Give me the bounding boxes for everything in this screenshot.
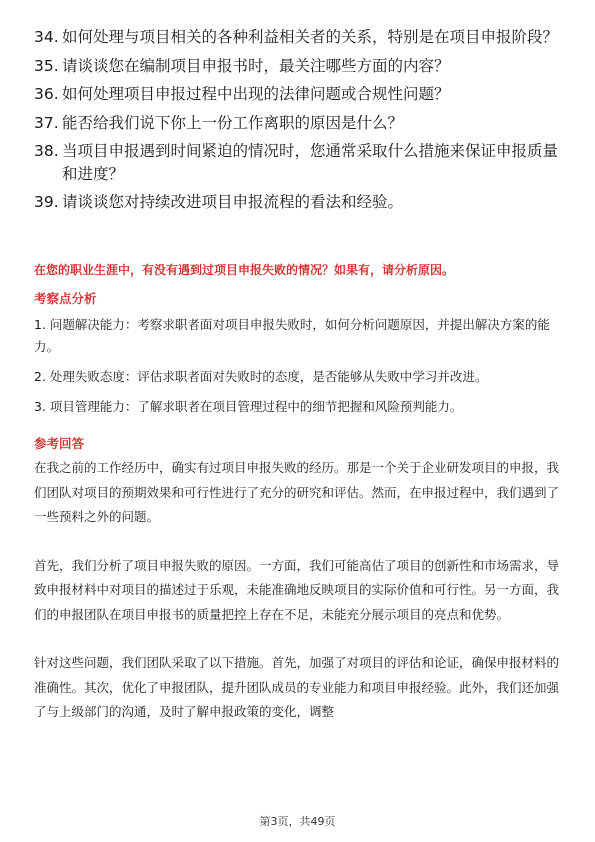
question-number: 39. xyxy=(34,193,59,211)
interview-question-highlight: 在您的职业生涯中，有没有遇到过项目申报失败的情况？如果有，请分析原因。 xyxy=(34,263,455,277)
question-number: 36. xyxy=(34,85,59,103)
question-text: 如何处理项目申报过程中出现的法律问题或合规性问题？ xyxy=(62,85,450,103)
question-item xyxy=(34,83,564,106)
question-item xyxy=(34,140,564,185)
question-number: 38. xyxy=(34,142,59,160)
analysis-list xyxy=(34,314,564,426)
question-text: 能否给我们说下你上一份工作离职的原因是什么？ xyxy=(62,113,404,132)
question-item xyxy=(34,26,564,49)
answer-paragraph: 在我之前的工作经历中，确实有过项目申报失败的经历。那是一个关于企业研发项目的申报，我们团队对项目的预期效果和可行性进行了充分的研究和评估。然而，在申报过程中，我们遇到了一些预料之外的问题。 xyxy=(34,460,560,524)
question-text: 请谈谈您对持续改进项目申报流程的看法和经验。 xyxy=(62,193,404,211)
analysis-item: 3. 项目管理能力：了解求职者在项目管理过程中的细节把握和风险预判能力。 xyxy=(34,399,463,414)
question-item xyxy=(34,55,564,78)
question-number: 34. xyxy=(34,28,59,46)
answer-body xyxy=(34,456,564,749)
analysis-item: 1. 问题解决能力：考察求职者面对项目申报失败时，如何分析问题原因，并提出解决方案的能力。 xyxy=(34,317,550,354)
question-text: 如何处理与项目相关的各种利益相关者的关系，特别是在项目申报阶段？ xyxy=(62,28,559,46)
question-list xyxy=(34,26,564,220)
question-text: 请谈谈您在编制项目申报书时，最关注哪些方面的内容？ xyxy=(62,56,450,75)
answer-paragraph: 首先，我们分析了项目申报失败的原因。一方面，我们可能高估了项目的创新性和市场需求，导致申报材料中对项目的描述过于乐观，未能准确地反映项目的实际价值和可行性。另一方面，我们的申报团队在项目申报书的质量把控上存在不足，未能充分展示项目的亮点和优势。 xyxy=(34,557,560,622)
page-number: 第3页，共49页 xyxy=(259,815,336,828)
answer-heading: 参考回答 xyxy=(34,436,85,451)
question-number: 35. xyxy=(34,56,59,75)
question-item xyxy=(34,191,564,214)
analysis-item: 2. 处理失败态度：评估求职者面对失败时的态度，是否能够从失败中学习并改进。 xyxy=(34,369,488,384)
question-number: 37. xyxy=(34,113,59,132)
question-item xyxy=(34,112,564,135)
answer-paragraph: 针对这些问题，我们团队采取了以下措施。首先，加强了对项目的评估和论证，确保申报材料的准确性。其次，优化了申报团队，提升团队成员的专业能力和项目申报经验。此外，我们还加强了与上级部门的沟通，及时了解申报政策的变化，调整 xyxy=(34,655,560,719)
question-text: 当项目申报遇到时间紧迫的情况时，您通常采取什么措施来保证申报质量和进度？ xyxy=(62,142,559,183)
analysis-heading: 考察点分析 xyxy=(34,291,97,306)
